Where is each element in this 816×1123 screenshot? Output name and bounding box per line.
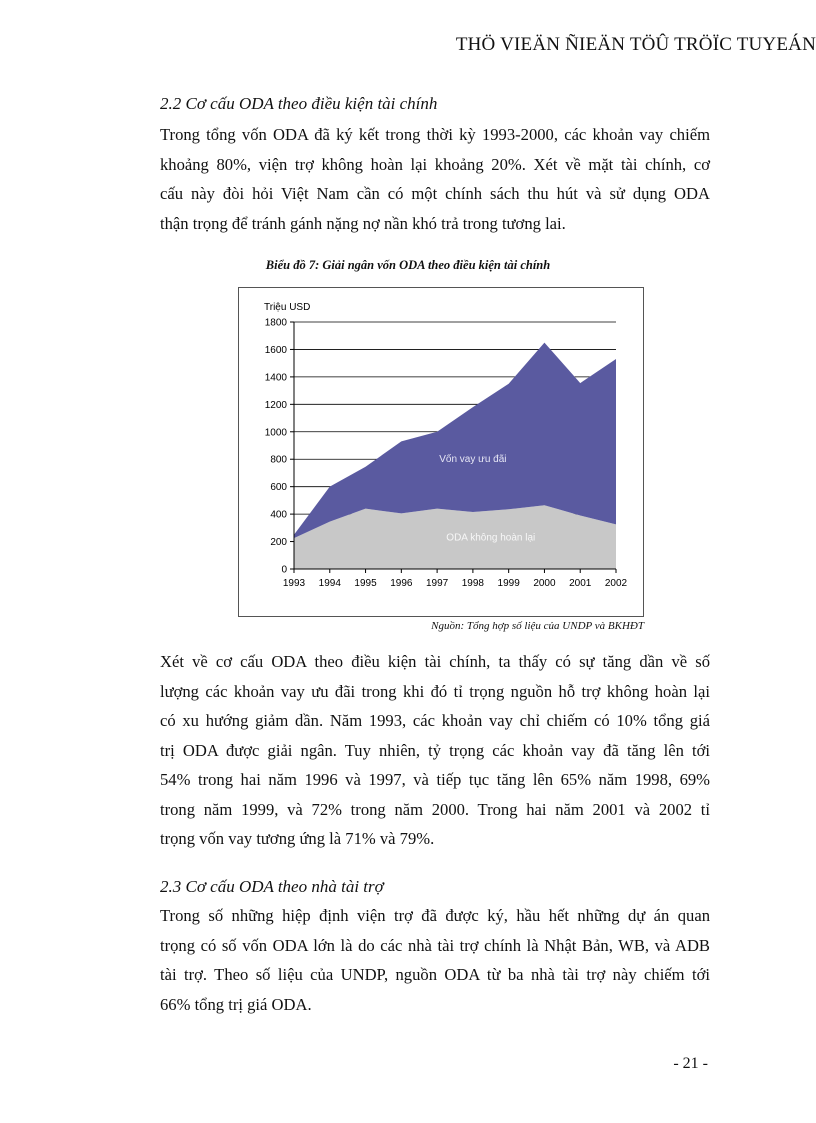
y-tick-label: 1600 bbox=[264, 344, 287, 356]
area-concessional-loan bbox=[294, 343, 616, 539]
y-tick-label: 600 bbox=[270, 482, 287, 494]
text-line: khoảng 80%, viện trợ không hoàn lại khoảng 20%. Xét về mặt tài chính, cơ bbox=[160, 154, 710, 174]
series-label-grant: ODA không hoàn lại bbox=[446, 532, 536, 544]
x-tick-label: 2002 bbox=[604, 578, 628, 589]
x-tick-label: 2000 bbox=[533, 578, 556, 589]
text-line: Trong tổng vốn ODA đã ký kết trong thời kỳ 1993-2000, các khoản vay chiếm bbox=[160, 125, 710, 144]
text-line: có xu hướng giảm dần. Năm 1993, các khoản vay chỉ chiếm có 10% tổng giá bbox=[160, 711, 710, 730]
text-line: trọng có số vốn ODA lớn là do các nhà tài trợ chính là Nhật Bản, WB, và ADB bbox=[160, 935, 710, 955]
x-tick-label: 1994 bbox=[318, 578, 341, 589]
chart-frame bbox=[238, 287, 644, 617]
figure-caption: Biểu đồ 7: Giải ngân vốn ODA theo điều kiện tài chính bbox=[265, 258, 551, 272]
y-tick-label: 1400 bbox=[264, 372, 287, 384]
text-line: 66% tổng trị giá ODA. bbox=[160, 994, 312, 1014]
y-axis-label: Triệu USD bbox=[264, 302, 311, 313]
text-line: tài trợ. Theo số liệu của UNDP, nguồn ODA từ ba nhà tài trợ này chiếm tới bbox=[160, 965, 710, 984]
section-heading-2-3: 2.3 Cơ cấu ODA theo nhà tài trợ bbox=[160, 877, 384, 896]
text-line: lượng các khoản vay ưu đãi trong khi đó tỉ trọng nguồn hỗ trợ không hoàn lại bbox=[160, 681, 710, 701]
x-tick-label: 1995 bbox=[354, 578, 377, 589]
text-line: trong năm 1999, và 72% trong năm 2000. Trong hai năm 2001 và 2002 tỉ bbox=[160, 799, 710, 819]
section-heading-2-2: 2.2 Cơ cấu ODA theo điều kiện tài chính bbox=[160, 94, 438, 113]
text-line: trị ODA được giải ngân. Tuy nhiên, tỷ trọng các khoản vay đã tăng lên tới bbox=[160, 740, 710, 760]
x-tick-label: 1998 bbox=[461, 578, 485, 589]
y-tick-label: 1200 bbox=[264, 399, 287, 411]
oda-area-chart bbox=[239, 288, 643, 616]
y-tick-label: 1000 bbox=[264, 427, 287, 439]
y-tick-label: 0 bbox=[281, 564, 287, 576]
text-line: Xét về cơ cấu ODA theo điều kiện tài chính, ta thấy có sự tăng dần về số bbox=[160, 652, 710, 671]
paragraph-2-2 bbox=[160, 120, 710, 238]
y-tick-label: 800 bbox=[270, 454, 287, 466]
x-tick-label: 1999 bbox=[497, 578, 520, 589]
text-line: thận trọng để tránh gánh nặng nợ nần khó trả trong tương lai. bbox=[160, 213, 566, 233]
figure-source: Nguồn: Tổng hợp số liệu của UNDP và BKHĐT bbox=[431, 620, 644, 632]
paragraph-analysis bbox=[160, 647, 710, 854]
y-tick-label: 400 bbox=[270, 509, 287, 521]
text-line: cấu này đòi hỏi Việt Nam cần có một chính sách thu hút và sử dụng ODA bbox=[160, 184, 710, 203]
x-tick-label: 2001 bbox=[569, 578, 592, 589]
x-tick-label: 1997 bbox=[425, 578, 449, 589]
y-tick-label: 200 bbox=[270, 537, 287, 549]
x-tick-label: 1996 bbox=[390, 578, 413, 589]
text-line: Trong số những hiệp định viện trợ đã được ký, hầu hết những dự án quan bbox=[160, 906, 710, 925]
text-line: trọng vốn vay tương ứng là 71% và 79%. bbox=[160, 829, 435, 848]
paragraph-2-3 bbox=[160, 901, 710, 1019]
text-line: 54% trong hai năm 1996 và 1997, và tiếp tục tăng lên 65% năm 1998, 69% bbox=[160, 770, 710, 789]
x-tick-label: 1993 bbox=[282, 578, 306, 589]
series-label-loan: Vốn vay ưu đãi bbox=[439, 454, 507, 466]
page-header: THÖ VIEÄN ÑIEÄN TÖÛ TRÖÏC TUYEÁN bbox=[455, 34, 816, 55]
y-tick-label: 1800 bbox=[264, 317, 287, 329]
page-number: - 21 - bbox=[673, 1055, 708, 1072]
